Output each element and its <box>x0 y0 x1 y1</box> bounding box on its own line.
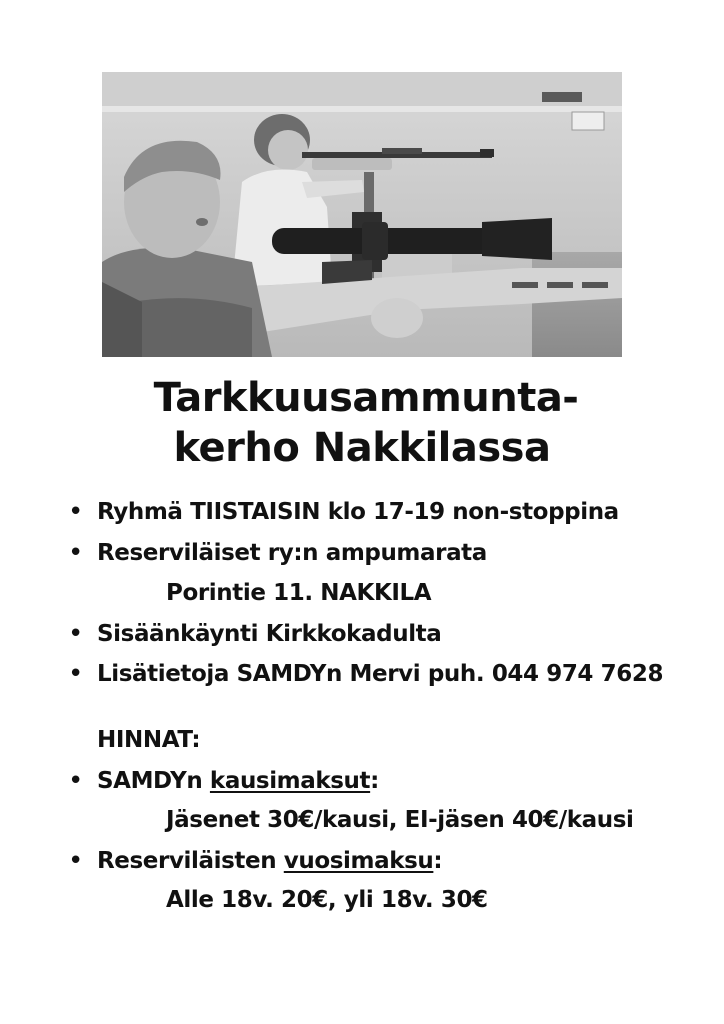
price-item-samdy <box>97 766 379 796</box>
price-item-samdy-prefix: SAMDYn <box>97 768 210 794</box>
page-title-line-2: kerho Nakkilassa <box>173 425 551 471</box>
bullet-icon: • <box>68 766 84 796</box>
price-item-reservist <box>97 846 442 876</box>
bullet-icon: • <box>68 659 84 689</box>
price-item-samdy-term: kausimaksut <box>209 768 371 794</box>
price-item-reservist-term: vuosimaksu <box>283 848 434 874</box>
price-detail-samdy: Jäsenet 30€/kausi, EI-jäsen 40€/kausi <box>166 807 634 833</box>
bullet-icon: • <box>68 846 84 876</box>
price-detail-reservist: Alle 18v. 20€, yli 18v. 30€ <box>166 887 488 913</box>
list-item-schedule: Ryhmä TIISTAISIN klo 17-19 non-stoppina <box>97 499 619 525</box>
bullet-icon: • <box>68 619 84 649</box>
shooters-photo <box>102 72 622 357</box>
bullet-icon: • <box>68 538 84 568</box>
shooters-photo-illustration <box>102 72 622 357</box>
list-item-address: Porintie 11. NAKKILA <box>166 580 432 606</box>
list-item-entrance: Sisäänkäynti Kirkkokadulta <box>97 621 442 647</box>
prices-heading: HINNAT: <box>97 727 201 753</box>
list-item-range: Reserviläiset ry:n ampumarata <box>97 540 487 566</box>
price-item-reservist-suffix: : <box>433 848 443 874</box>
price-item-reservist-prefix: Reserviläisten <box>97 848 284 874</box>
list-item-contact: Lisätietoja SAMDYn Mervi puh. 044 974 7628 <box>97 661 664 687</box>
price-item-samdy-suffix: : <box>370 768 379 794</box>
page-title-line-1: Tarkkuusammunta- <box>153 375 579 421</box>
bullet-icon: • <box>68 497 84 527</box>
